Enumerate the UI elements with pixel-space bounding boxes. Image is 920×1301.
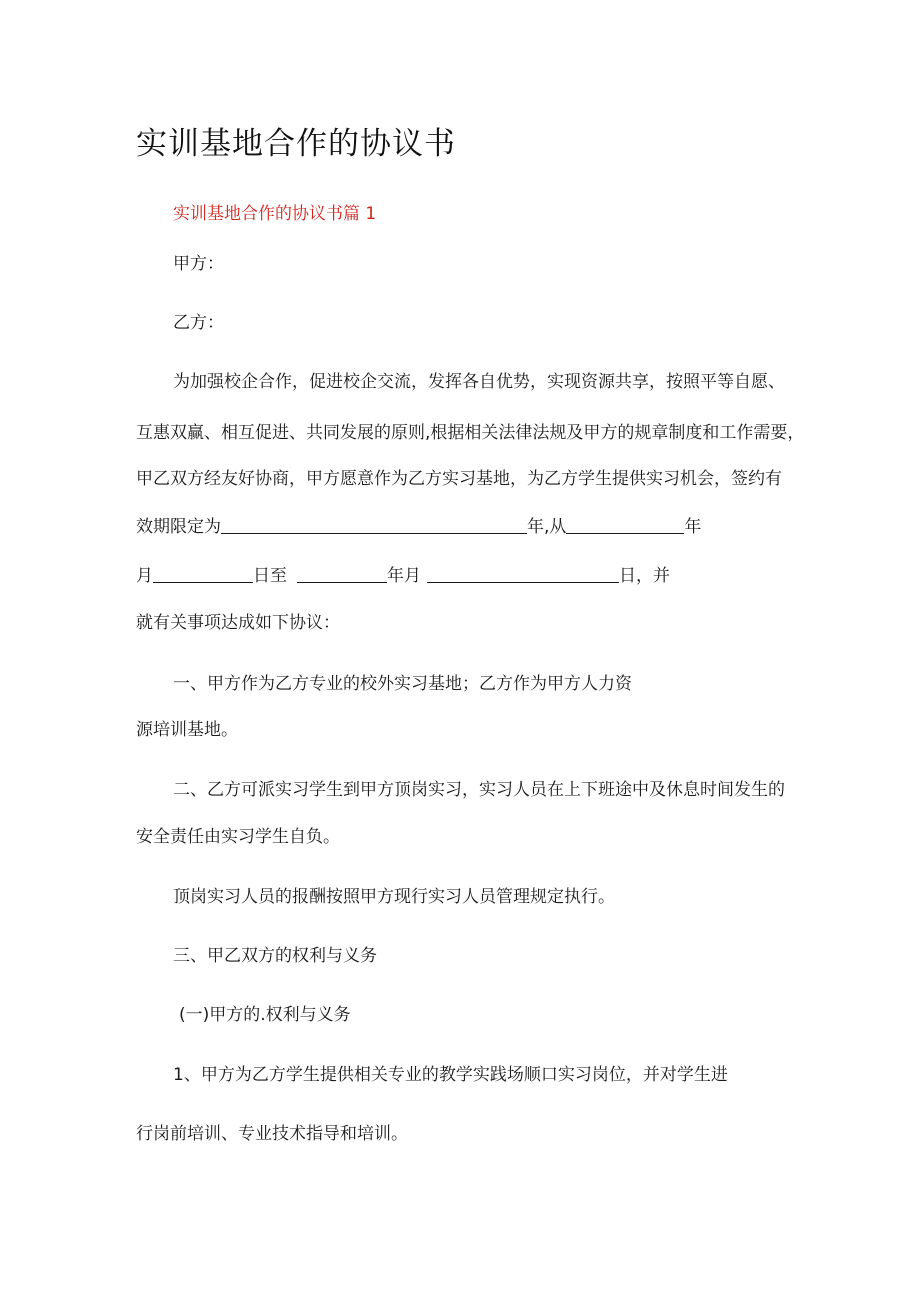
blank-start-month[interactable] [153,566,253,583]
intro-line-4 [136,516,701,538]
section-heading: 实训基地合作的协议书篇 1 [173,204,377,224]
sub-clause-1-heading: (一)甲方的.权利与义务 [179,1005,351,1025]
blank-years[interactable] [221,517,527,534]
clause-2-line-1: 二、乙方可派实习学生到甲方顶岗实习，实习人员在上下班途中及休息时间发生的 [173,780,785,800]
clause-1-line-2: 源培训基地。 [136,720,238,740]
clause-2-line-2: 安全责任由实习学生自负。 [136,827,340,847]
blank-end-day[interactable] [427,566,619,583]
year-label: 年 [684,517,702,537]
clause-3-heading: 三、甲乙双方的权利与义务 [173,946,377,966]
document-title: 实训基地合作的协议书 [136,126,456,162]
year-month-label: 年月 [387,566,421,586]
day-to-label: 日至 [253,566,287,586]
intro-line-2: 互惠双赢、相互促进、共同发展的原则,根据相关法律法规及甲方的规章制度和工作需要， [136,423,805,443]
item-1-line-1: 1、甲方为乙方学生提供相关专业的教学实践场顺口实习岗位，并对学生进 [173,1065,728,1085]
party-a-label: 甲方： [173,254,224,274]
month-label: 月 [136,566,153,586]
day-and-label: 日，并 [619,566,670,586]
validity-label: 效期限定为 [136,517,221,537]
intro-line-5 [136,565,670,587]
clause-1-line-1: 一、甲方作为乙方专业的校外实习基地；乙方作为甲方人力资 [173,674,632,694]
from-label: 年,从 [527,517,567,537]
intro-line-6: 就有关事项达成如下协议： [136,613,340,633]
intro-line-1: 为加强校企合作，促进校企交流，发挥各自优势，实现资源共享，按照平等自愿、 [173,372,785,392]
party-b-label: 乙方： [173,313,224,333]
intro-line-3: 甲乙双方经友好协商，甲方愿意作为乙方实习基地，为乙方学生提供实习机会，签约有 [136,469,782,489]
item-1-line-2: 行岗前培训、专业技术指导和培训。 [136,1124,408,1144]
clause-2-note: 顶岗实习人员的报酬按照甲方现行实习人员管理规定执行。 [173,887,615,907]
blank-start-year[interactable] [566,517,684,534]
blank-end-year[interactable] [297,566,387,583]
